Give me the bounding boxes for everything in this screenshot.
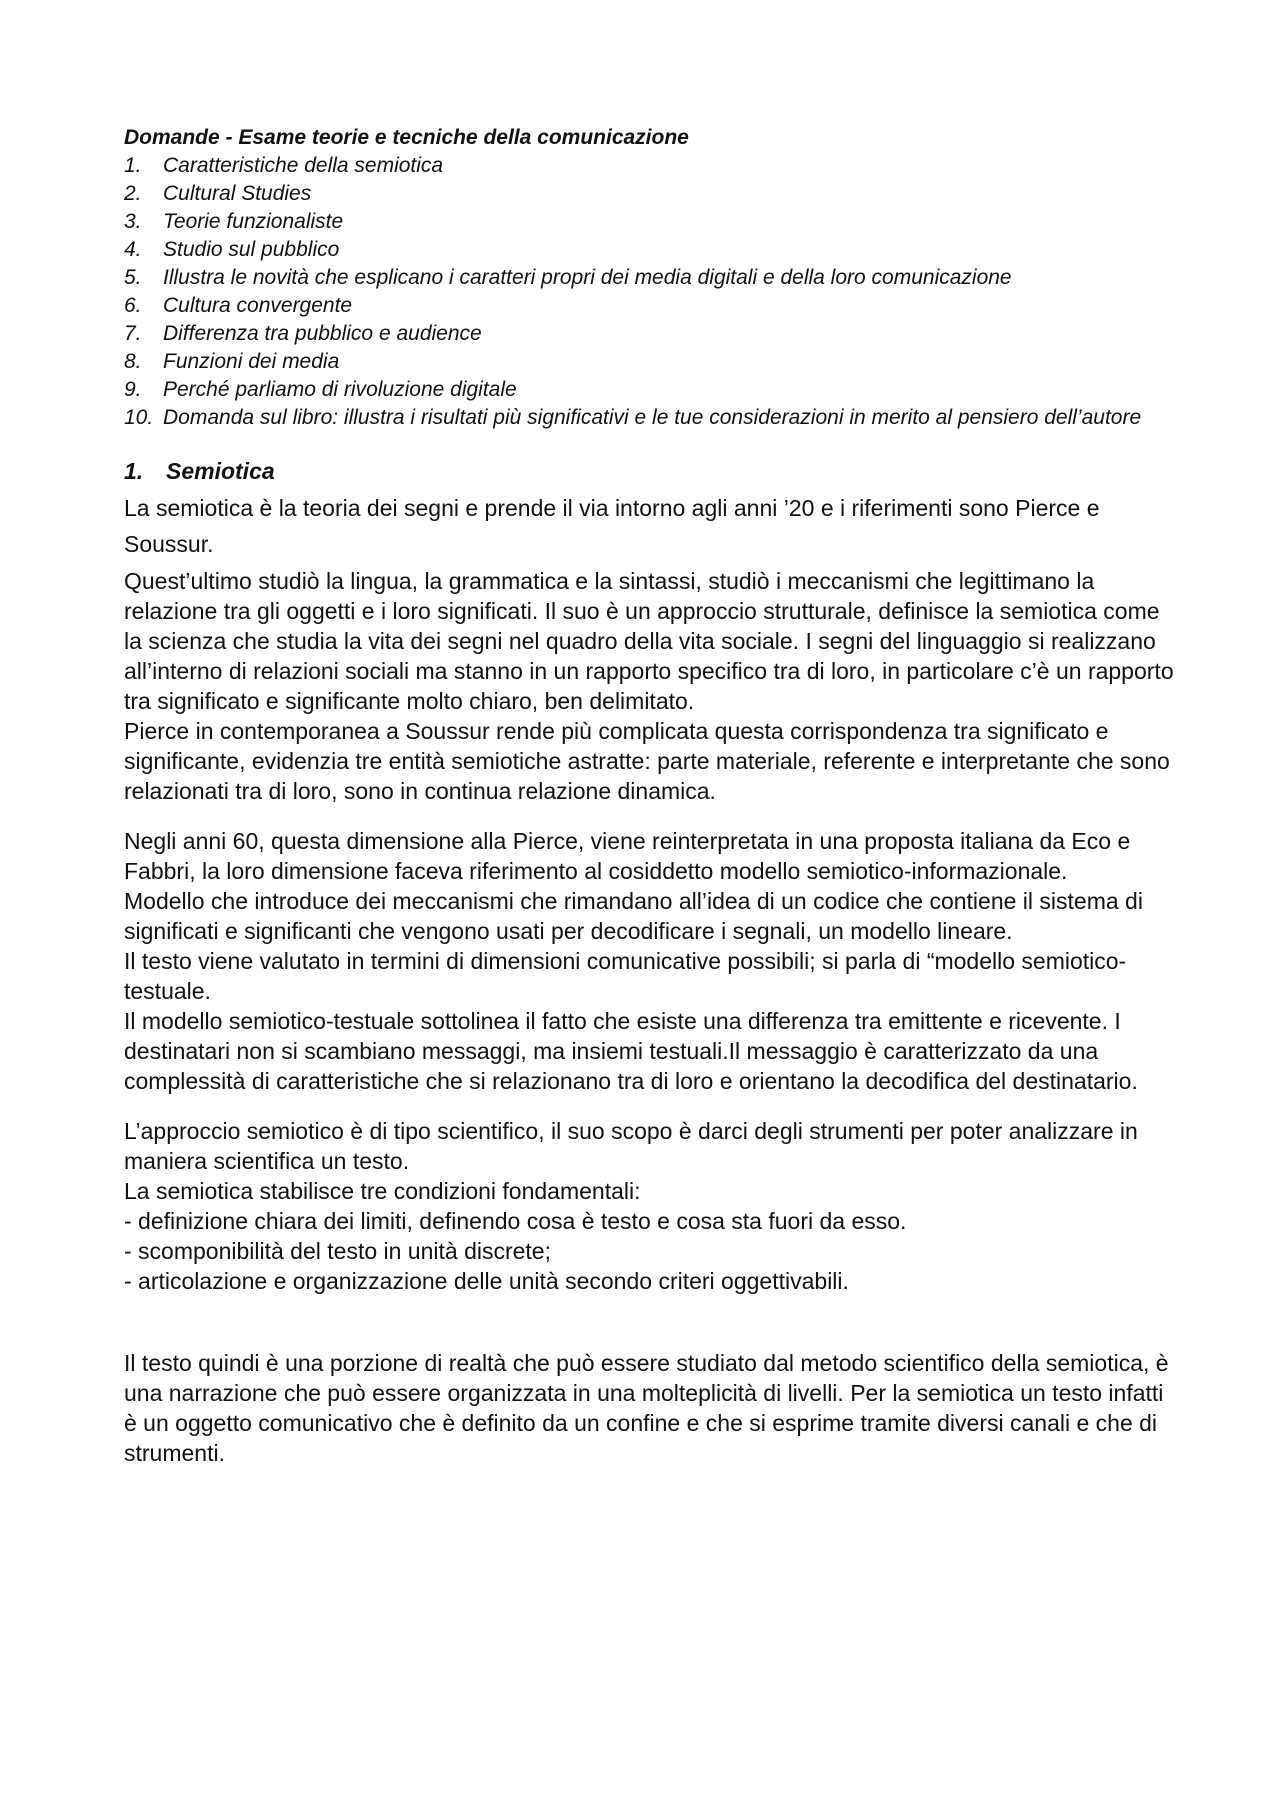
paragraph: La semiotica stabilisce tre condizioni fondamentali: (124, 1178, 641, 1204)
section-number: 1. (124, 458, 144, 484)
section-title: Semiotica (166, 458, 275, 484)
paragraph-spacer (124, 1096, 1174, 1116)
document-page (124, 124, 1174, 1468)
question-text: Domanda sul libro: illustra i risultati più significativi e le tue considerazioni in merito al pensiero dell’autore (163, 406, 1142, 429)
list-item (124, 348, 1174, 376)
list-item (124, 208, 1174, 236)
paragraph: Modello che introduce dei meccanismi che rimandano all’idea di un codice che contiene il sistema di significati e significanti che vengono usati per decodificare i segnali, un modello lineare. (124, 888, 1143, 944)
paragraph: Pierce in contemporanea a Soussur rende più complicata questa corrispondenza tra significato e significante, evidenzia tre entità semiotiche astratte: parte materiale, referente e interpretante che sono relazionati tra di loro, sono in continua relazione dinamica. (124, 718, 1170, 804)
list-item (124, 292, 1174, 320)
question-text: Perché parliamo di rivoluzione digitale (163, 378, 517, 401)
paragraph: L’approccio semiotico è di tipo scientifico, il suo scopo è darci degli strumenti per poter analizzare in maniera scientifica un testo. (124, 1118, 1138, 1174)
paragraph-spacer (124, 806, 1174, 826)
question-text: Teorie funzionaliste (163, 210, 344, 233)
question-number: 5. (124, 266, 142, 289)
question-text: Caratteristiche della semiotica (163, 154, 444, 177)
question-number: 4. (124, 238, 142, 261)
question-text: Illustra le novità che esplicano i caratteri propri dei media digitali e della loro comunicazione (163, 266, 1012, 289)
question-number: 9. (124, 378, 142, 401)
paragraph: Il testo quindi è una porzione di realtà che può essere studiato dal metodo scientifico della semiotica, è una narrazione che può essere organizzata in una molteplicità di livelli. Per la semiotica un testo infatti è un oggetto comunicativo che è definito da un confine e che si esprime tramite diversi canali e che di strumenti. (124, 1350, 1169, 1466)
question-list (124, 152, 1174, 432)
list-item (124, 376, 1174, 404)
question-number: 2. (124, 182, 142, 205)
question-number: 7. (124, 322, 142, 345)
section-heading (124, 456, 1174, 486)
question-text: Cultura convergente (163, 294, 353, 317)
question-number: 8. (124, 350, 142, 373)
list-item (124, 152, 1174, 180)
question-number: 6. (124, 294, 142, 317)
list-item (124, 404, 1174, 432)
bullet-item: - articolazione e organizzazione delle unità secondo criteri oggettivabili. (124, 1268, 849, 1294)
list-item (124, 264, 1174, 292)
paragraph: Il testo viene valutato in termini di dimensioni comunicative possibili; si parla di “modello semiotico-testuale. (124, 948, 1127, 1004)
question-text: Cultural Studies (163, 182, 312, 205)
question-number: 1. (124, 154, 142, 177)
bullet-item: - scomponibilità del testo in unità discrete; (124, 1238, 551, 1264)
list-item (124, 180, 1174, 208)
question-text: Funzioni dei media (163, 350, 340, 373)
paragraph: La semiotica è la teoria dei segni e prende il via intorno agli anni ’20 e i riferimenti sono Pierce e Soussur. (124, 495, 1100, 557)
list-item (124, 320, 1174, 348)
paragraph: Negli anni 60, questa dimensione alla Pierce, viene reinterpretata in una proposta italiana da Eco e Fabbri, la loro dimensione faceva riferimento al cosiddetto modello semiotico-informazionale. (124, 828, 1131, 884)
paragraph: Quest’ultimo studiò la lingua, la grammatica e la sintassi, studiò i meccanismi che legittimano la relazione tra gli oggetti e i loro significati. Il suo è un approccio strutturale, definisce la semiotica come la scienza che studia la vita dei segni nel quadro della vita sociale. I segni del linguaggio si realizzano all’interno di relazioni sociali ma stanno in un rapporto specifico tra di loro, in particolare c’è un rapporto tra significato e significante molto chiaro, ben delimitato. (124, 568, 1174, 714)
paragraph: Il modello semiotico-testuale sottolinea il fatto che esiste una differenza tra emittente e ricevente. I destinatari non si scambiano messaggi, ma insiemi testuali.Il messaggio è caratterizzato da una complessità di caratteristiche che si relazionano tra di loro e orientano la decodifica del destinatario. (124, 1008, 1138, 1094)
question-text: Studio sul pubblico (163, 238, 340, 261)
paragraph-spacer (124, 1296, 1174, 1348)
document-title: Domande - Esame teorie e tecniche della comunicazione (124, 126, 689, 149)
question-number: 10. (124, 406, 154, 429)
list-item (124, 236, 1174, 264)
question-number: 3. (124, 210, 142, 233)
bullet-item: - definizione chiara dei limiti, definendo cosa è testo e cosa sta fuori da esso. (124, 1208, 907, 1234)
question-text: Differenza tra pubblico e audience (163, 322, 482, 345)
